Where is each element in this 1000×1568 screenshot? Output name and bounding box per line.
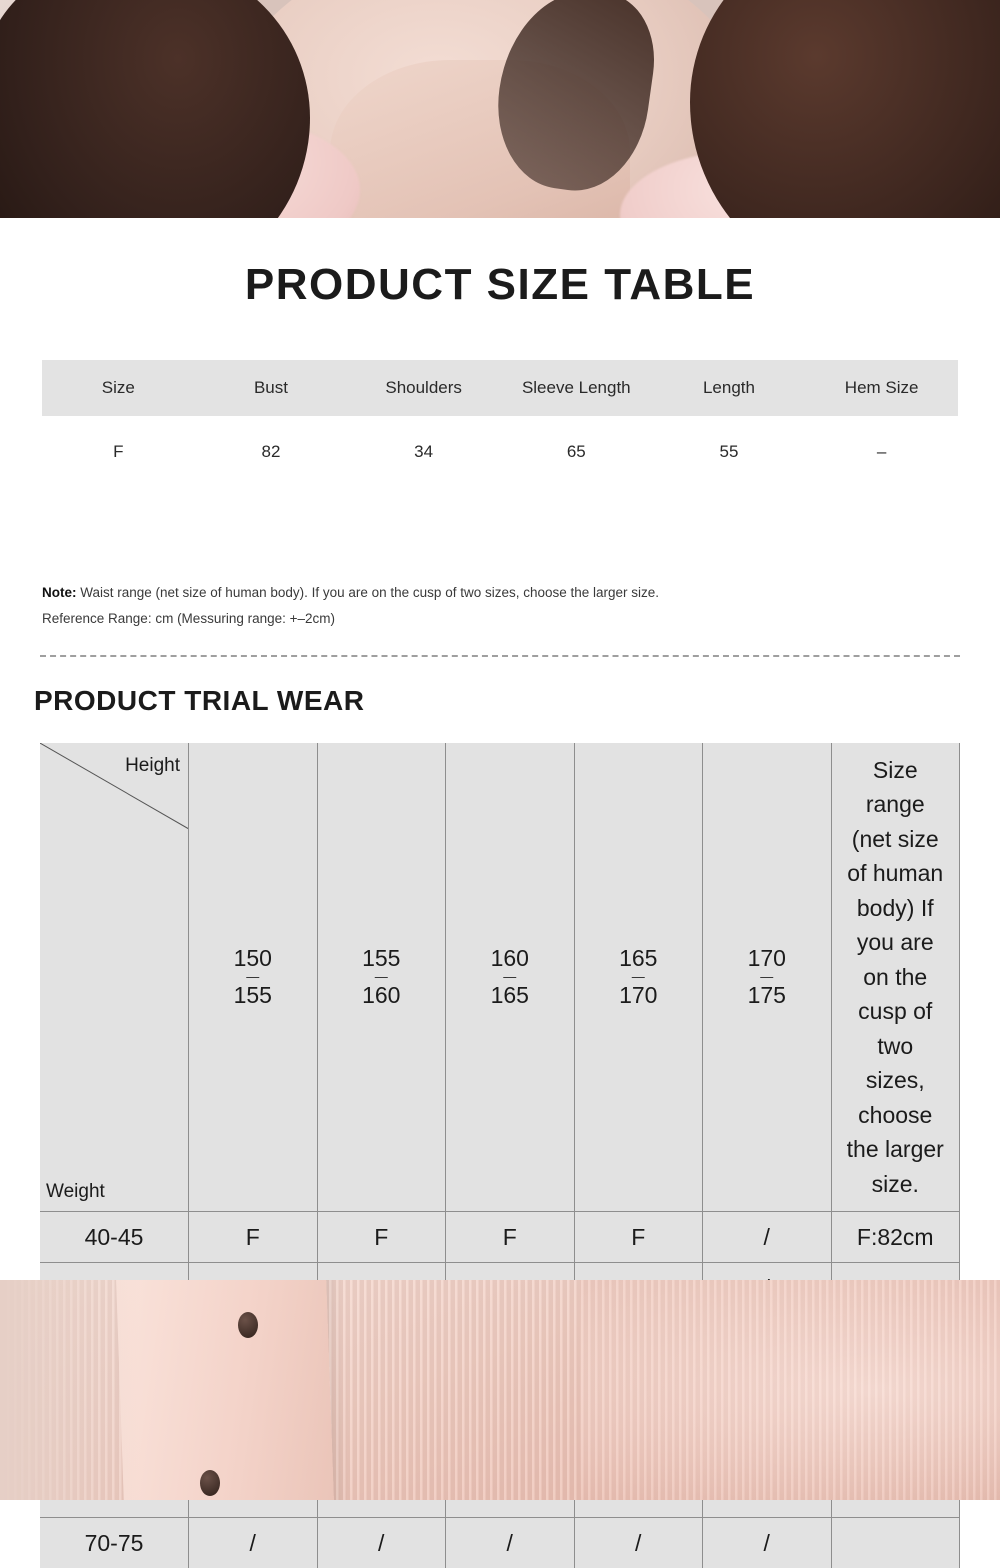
- height-from-1: 155: [362, 945, 401, 972]
- size-note-label: Note:: [42, 585, 77, 600]
- trial-cell-0-1: F: [317, 1212, 446, 1263]
- trial-header-height-4: [703, 743, 832, 1212]
- section-title-trial-wear: PRODUCT TRIAL WEAR: [34, 684, 365, 716]
- height-to-0: 155: [233, 981, 272, 1008]
- corner-weight-label: Weight: [46, 1181, 105, 1203]
- trial-corner-cell: [40, 743, 189, 1212]
- height-range-dash-0: —: [246, 969, 260, 985]
- model-photo-top: [0, 0, 1000, 218]
- size-note-line-2: Reference Range: cm (Messuring range: +–2cm): [42, 611, 336, 627]
- trial-side-note: Size range (net size of human body) If you are on the cusp of two sizes, choose the larger size.: [831, 743, 960, 1212]
- garment-placket: [116, 1280, 335, 1500]
- photo-vignette-left: [0, 1280, 140, 1500]
- table-row: [40, 1212, 960, 1263]
- size-cell-bust: 82: [195, 416, 348, 488]
- trial-header-height-3: [574, 743, 703, 1212]
- trial-row-weight-0: 40-45: [40, 1212, 189, 1263]
- trial-header-height-1: [317, 743, 446, 1212]
- size-note-line-1: [42, 580, 958, 606]
- corner-height-label: Height: [125, 754, 180, 776]
- trial-cell-0-4: /: [703, 1212, 832, 1263]
- size-table: [42, 360, 958, 488]
- height-from-3: 165: [619, 945, 658, 972]
- page-title: PRODUCT SIZE TABLE: [244, 260, 756, 309]
- table-row: [42, 416, 958, 488]
- garment-button-top: [238, 1312, 258, 1338]
- size-table-header-row: [42, 360, 958, 416]
- height-from-4: 170: [747, 945, 786, 972]
- trial-cell-0-0: F: [189, 1212, 318, 1263]
- section-divider: [40, 655, 960, 657]
- trial-row-weight-6: 70-75: [40, 1518, 189, 1568]
- trial-size-value: F:82cm: [831, 1212, 960, 1263]
- model-hair-left: [0, 0, 310, 218]
- trial-cell-6-4: /: [703, 1518, 832, 1568]
- trial-header-row: [40, 743, 960, 1212]
- size-table-header-bust: Bust: [195, 360, 348, 416]
- product-photo-bottom: [0, 1280, 1000, 1500]
- height-from-2: 160: [490, 945, 529, 972]
- size-cell-length: 55: [653, 416, 806, 488]
- content-area: [0, 218, 1000, 1556]
- height-to-1: 160: [362, 981, 401, 1008]
- height-range-dash-1: —: [374, 969, 388, 985]
- size-table-header-length: Length: [653, 360, 806, 416]
- trial-cell-6-0: /: [189, 1518, 318, 1568]
- trial-header-height-0: [189, 743, 318, 1212]
- size-table-header-hem-size: Hem Size: [805, 360, 958, 416]
- size-cell-hem-size: –: [805, 416, 958, 488]
- height-range-dash-4: —: [760, 969, 774, 985]
- trial-cell-6-3: /: [574, 1518, 703, 1568]
- height-range-dash-2: —: [503, 969, 517, 985]
- trial-cell-6-1: /: [317, 1518, 446, 1568]
- trial-cell-0-2: F: [446, 1212, 575, 1263]
- size-cell-shoulders: 34: [347, 416, 500, 488]
- trial-cell-6-2: /: [446, 1518, 575, 1568]
- height-to-3: 170: [619, 981, 658, 1008]
- height-to-2: 165: [490, 981, 529, 1008]
- model-hair-right: [690, 0, 1000, 218]
- size-table-header-shoulders: Shoulders: [347, 360, 500, 416]
- height-range-dash-3: —: [631, 969, 645, 985]
- table-row: [40, 1518, 960, 1568]
- size-cell-size: F: [42, 416, 195, 488]
- height-to-4: 175: [747, 981, 786, 1008]
- trial-side-blank-6: [831, 1518, 960, 1568]
- trial-header-height-2: [446, 743, 575, 1212]
- trial-cell-0-3: F: [574, 1212, 703, 1263]
- size-note-text: Waist range (net size of human body). If you are on the cusp of two sizes, choose the larger size.: [76, 585, 660, 600]
- height-from-0: 150: [233, 945, 272, 972]
- size-note: [42, 580, 958, 633]
- garment-button-bottom: [200, 1470, 220, 1496]
- size-cell-sleeve-length: 65: [500, 416, 653, 488]
- photo-highlight: [580, 1280, 1000, 1500]
- size-table-header-size: Size: [42, 360, 195, 416]
- size-table-header-sleeve-length: Sleeve Length: [500, 360, 653, 416]
- diagonal-divider-icon: [40, 743, 188, 1212]
